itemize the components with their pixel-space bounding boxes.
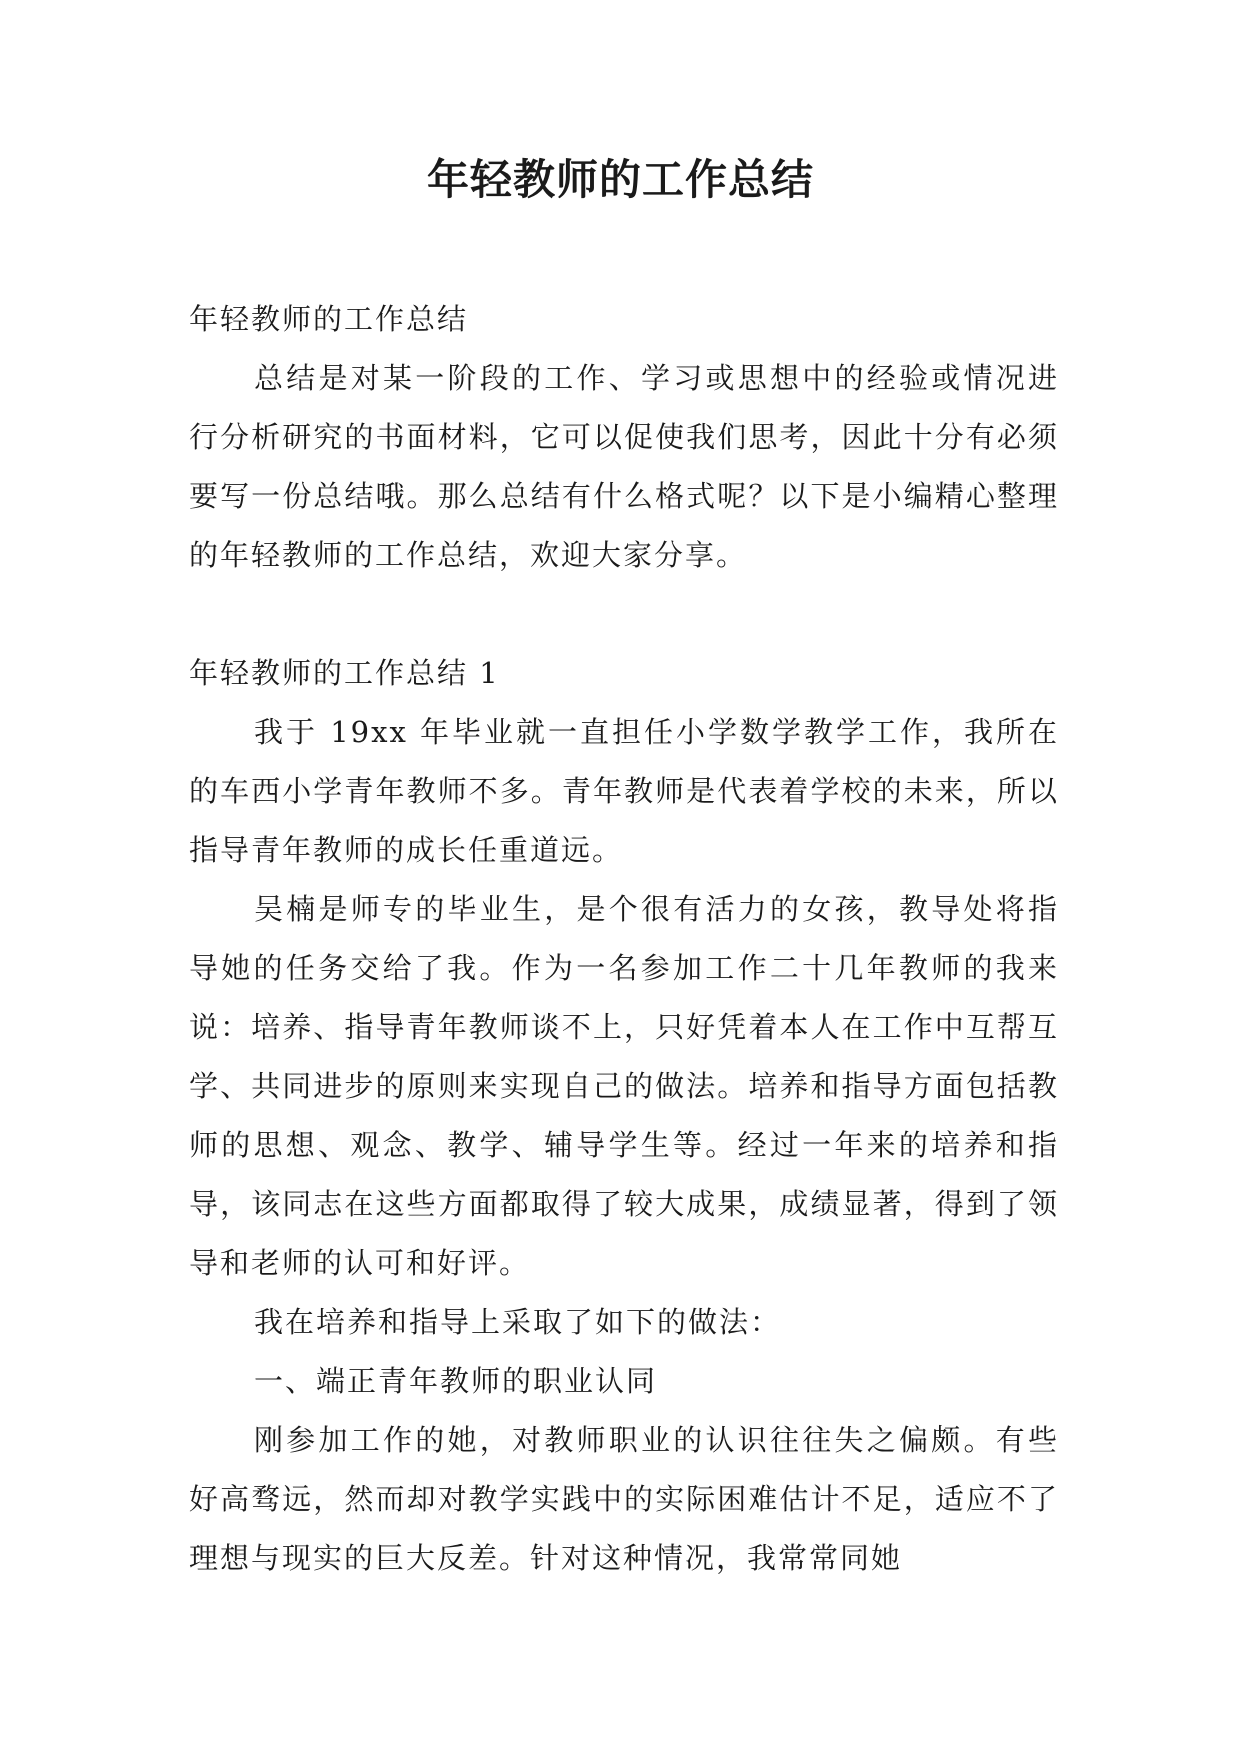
- section-heading: 年轻教师的工作总结: [189, 302, 469, 336]
- intro-paragraph: 总结是对某一阶段的工作、学习或思想中的经验或情况进行分析研究的书面材料，它可以促使我们思考，因此十分有必须要写一份总结哦。那么总结有什么格式呢？以下是小编精心整理的年轻教师的工作总结，欢迎大家分享。: [189, 361, 1059, 572]
- document-title: 年轻教师的工作总结: [426, 155, 814, 204]
- paragraph-spacer: [189, 585, 1059, 644]
- section-heading: 年轻教师的工作总结 1: [189, 656, 500, 690]
- subsection-heading: 一、端正青年教师的职业认同: [254, 1364, 658, 1398]
- body-paragraph: 我于 19xx 年毕业就一直担任小学数学教学工作，我所在的车西小学青年教师不多。青年教师是代表着学校的未来，所以指导青年教师的成长任重道远。: [189, 715, 1059, 867]
- body-paragraph: 吴楠是师专的毕业生，是个很有活力的女孩，教导处将指导她的任务交给了我。作为一名参加工作二十几年教师的我来说：培养、指导青年教师谈不上，只好凭着本人在工作中互帮互学、共同进步的原则来实现自己的做法。培养和指导方面包括教师的思想、观念、教学、辅导学生等。经过一年来的培养和指导，该同志在这些方面都取得了较大成果，成绩显著，得到了领导和老师的认可和好评。: [189, 892, 1059, 1280]
- body-paragraph: 我在培养和指导上采取了如下的做法：: [254, 1305, 782, 1339]
- body-paragraph: 刚参加工作的她，对教师职业的认识往往失之偏颇。有些好高骛远，然而却对教学实践中的实际困难估计不足，适应不了理想与现实的巨大反差。针对这种情况，我常常同她: [189, 1423, 1059, 1575]
- document-body: [189, 290, 1059, 1588]
